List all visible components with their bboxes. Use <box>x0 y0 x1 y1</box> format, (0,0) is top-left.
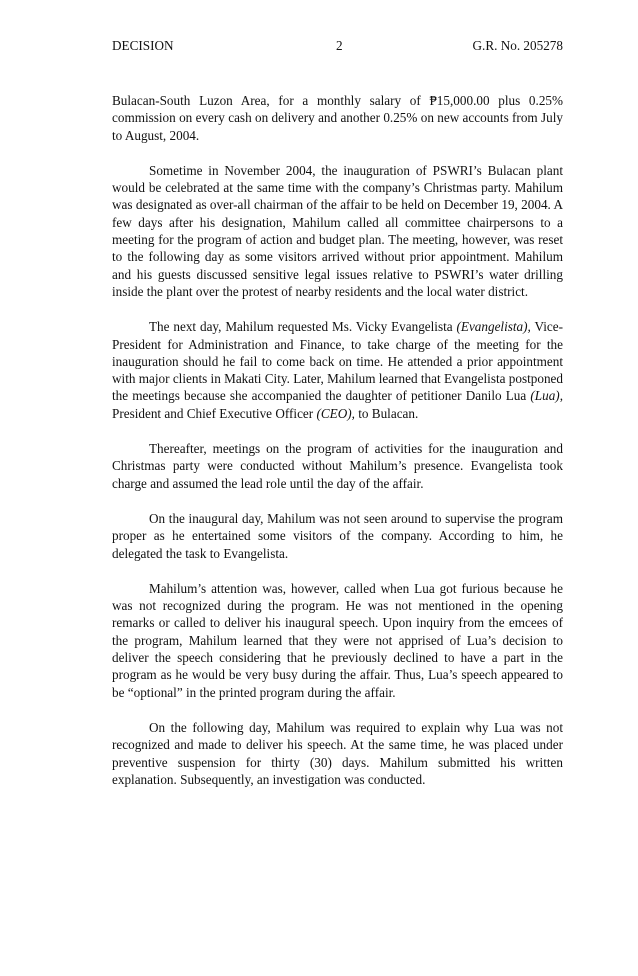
paragraph-3 <box>112 318 563 422</box>
paragraph-text: Thereafter, meetings on the program of activities for the inauguration and Christmas party were conducted without Mahilum’s presence. Evangelista took charge and assumed the lead role until the day of the affair. <box>112 441 563 491</box>
document-type-label: DECISION <box>112 38 174 53</box>
paragraph-6 <box>112 580 563 701</box>
paragraph-text: , President and Chief Executive Officer <box>112 388 563 421</box>
paragraph-text: to Bulacan. <box>354 405 419 421</box>
paragraph-text: Vice-President for Administration and Finance, to take charge of the meeting for the inauguration should he fail to come back on time. He attended a prior appointment with major clients in Makati City. Later, Mahilum learned that Evangelista postponed the meetings because she accompanied the daughter of petitioner Danilo Lua <box>112 319 563 404</box>
page-number: 2 <box>336 38 343 53</box>
defined-term-ceo: (CEO), <box>316 405 355 421</box>
document-body <box>112 92 563 806</box>
defined-term-evangelista: (Evangelista), <box>456 319 531 335</box>
paragraph-text: On the inaugural day, Mahilum was not seen around to supervise the program proper as he entertained some visitors of the company. According to him, he delegated the task to Evangelista. <box>112 510 563 561</box>
paragraph-text: On the following day, Mahilum was required to explain why Lua was not recognized and made to deliver his speech. At the same time, he was placed under preventive suspension for thirty (30) days. Mahilum submitted his written explanation. Subsequently, an investigation was conducted. <box>112 719 563 787</box>
paragraph-text: Sometime in November 2004, the inauguration of PSWRI’s Bulacan plant would be celebrated at the same time with the company’s Christmas party. Mahilum was designated as over-all chairman of the affair to be held on December 19, 2004. A few days after his designation, Mahilum called all committee chairpersons to a meeting for the program of action and budget plan. The meeting, however, was reset to the following day as some visitors arrived without prior appointment. Mahilum and his guests discussed sensitive legal issues relative to PSWRI’s water drilling inside the plant over the protest of nearby residents and the local water district. <box>112 162 563 299</box>
page-header <box>112 37 563 55</box>
paragraph-text: Mahilum’s attention was, however, called when Lua got furious because he was not recognized during the program. He was not mentioned in the opening remarks or called to deliver his inaugural speech. Upon inquiry from the emcees of the program, Mahilum learned that they were not apprised of Lua’s decision to deliver the speech considering that he previously declined to have a part in the program as he would be very busy during the affair. Thus, Lua’s speech appeared to be “optional” in the printed program during the affair. <box>112 580 563 700</box>
paragraph-4 <box>112 440 563 492</box>
paragraph-text: Bulacan-South Luzon Area, for a monthly salary of ₱15,000.00 plus 0.25% commission on every cash on delivery and another 0.25% on new accounts from July to August, 2004. <box>112 93 563 143</box>
paragraph-2 <box>112 162 563 300</box>
paragraph-1 <box>112 92 563 144</box>
paragraph-text: The next day, Mahilum requested Ms. Vicky Evangelista <box>149 319 457 335</box>
case-number: G.R. No. 205278 <box>472 38 563 53</box>
paragraph-7 <box>112 719 563 788</box>
paragraph-5 <box>112 510 563 562</box>
defined-term-lua: (Lua) <box>530 388 560 404</box>
